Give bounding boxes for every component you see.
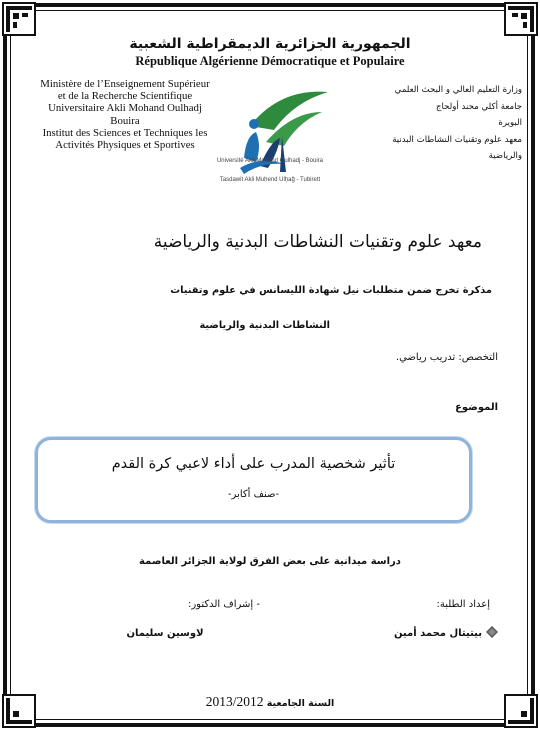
- institution-line: et de la Recherche Scientifique: [57, 90, 193, 103]
- thesis-title-box: [35, 437, 472, 523]
- institution-block-french: [16, 78, 234, 151]
- institution-line: Institut des Sciences et Techniques les: [42, 126, 208, 139]
- supervisor-label: - إشراف الدكتور:: [187, 599, 260, 610]
- student-name: بيتيتال محمد أمين: [393, 628, 482, 639]
- institution-line: البويرة: [498, 118, 522, 128]
- country-name-arabic: الجمهورية الجزائرية الديمقراطية الشعبية: [129, 36, 411, 52]
- memoire-description-line: النشاطات البدنية والرياضية: [199, 320, 330, 331]
- institution-line: Ministère de l’Enseignement Supérieur: [40, 78, 210, 90]
- academic-year-label: السنة الجامعية: [266, 698, 335, 709]
- institution-line: وزارة التعليم العالي و البحث العلمي: [394, 85, 522, 95]
- supervisor-name: لاوسين سليمان: [126, 628, 204, 639]
- logo-caption: Tasdawit Akli Muḥend Ulḥağ - Tubirett: [219, 177, 321, 183]
- subject-label: الموضوع: [455, 402, 498, 413]
- institution-line: جامعة أكلي محند أولحاج: [435, 101, 522, 112]
- specialty-line: التخصص: تدريب رياضي.: [395, 352, 498, 363]
- institution-line: معهد علوم وتقنيات النشاطات البدنية: [392, 134, 522, 145]
- institution-line: Bouira: [110, 114, 140, 127]
- academic-year: [0, 694, 540, 710]
- memoire-description-line: مذكرة تخرج ضمن متطلبات نيل شهادة الليسانس في علوم وتقنيات: [170, 285, 492, 296]
- academic-year-value: 2013/2012: [205, 694, 264, 709]
- thesis-title: تأثير شخصية المدرب على أداء لاعبي كرة القدم: [111, 456, 396, 472]
- country-name-french: République Algérienne Démocratique et Populaire: [135, 54, 405, 68]
- institution-line: Activités Physiques et Sportives: [55, 139, 195, 152]
- corner-ornament-icon: [502, 0, 540, 38]
- corner-ornament-icon: [0, 0, 38, 38]
- institution-line: Universitaire Akli Mohand Oulhadj: [48, 102, 202, 115]
- institute-title: معهد علوم وتقنيات النشاطات البدنية والرياضية: [153, 232, 482, 252]
- thesis-subtitle: -صنف أكابر-: [227, 489, 280, 500]
- diamond-bullet-icon: [486, 626, 498, 638]
- institution-line: والرياضية: [488, 151, 522, 161]
- logo-caption: Université Akli Mohand Oulhadj - Bouira: [216, 158, 324, 164]
- university-logo-icon: [210, 86, 338, 190]
- prepared-by-label: إعداد الطلبة:: [436, 599, 490, 610]
- field-study-line: دراسة ميدانية على بعض الفرق لولاية الجزائر العاصمة: [139, 556, 401, 567]
- institution-block-arabic: [344, 82, 522, 165]
